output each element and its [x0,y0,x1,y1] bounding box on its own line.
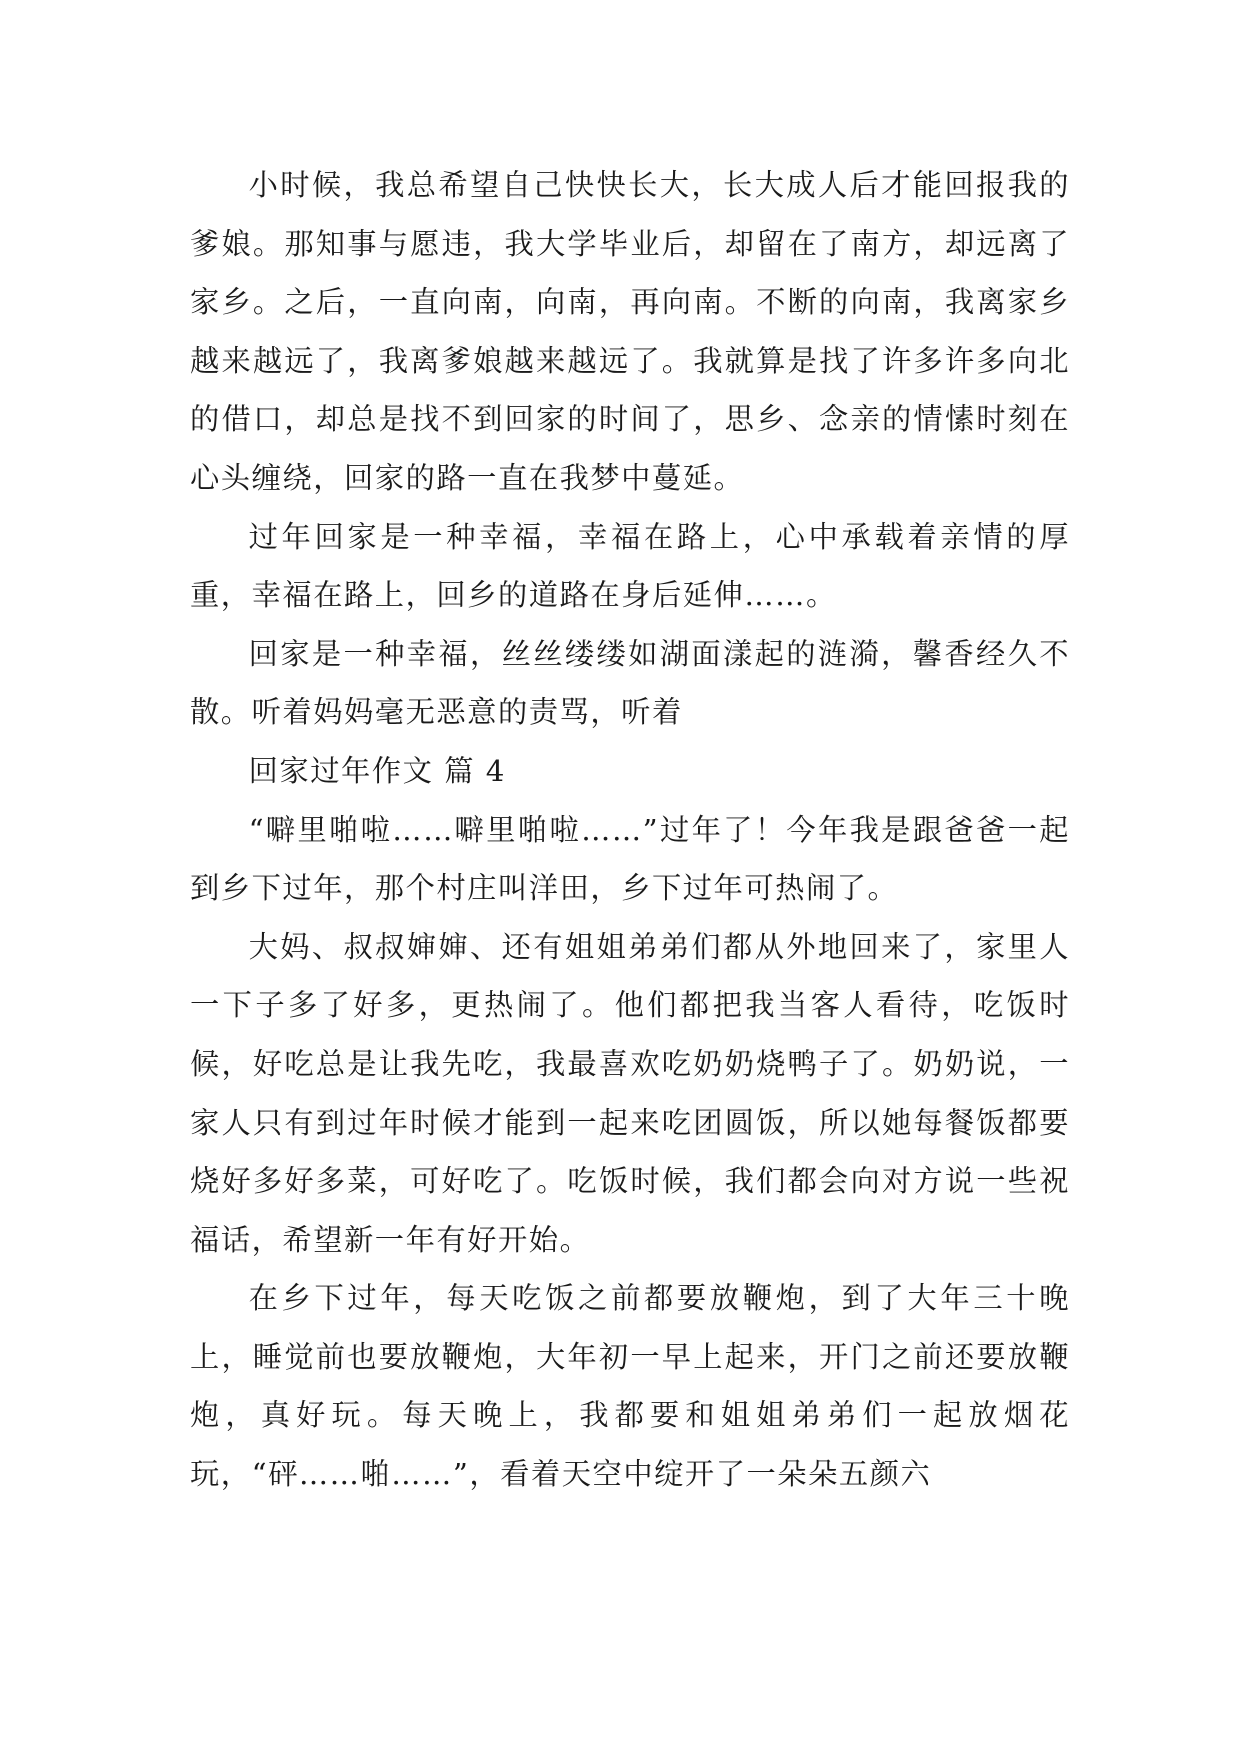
document-body [190,156,1070,1504]
paragraph: 回家是一种幸福，丝丝缕缕如湖面漾起的涟漪，馨香经久不散。听着妈妈毫无恶意的责骂，听着 [190,636,1070,730]
section-heading: 回家过年作文 篇 4 [248,753,506,788]
paragraph: “噼里啪啦……噼里啪啦……”过年了！今年我是跟爸爸一起到乡下过年，那个村庄叫洋田，乡下过年可热闹了。 [190,812,1070,906]
paragraph: 在乡下过年，每天吃饭之前都要放鞭炮，到了大年三十晚上，睡觉前也要放鞭炮，大年初一早上起来，开门之前还要放鞭炮，真好玩。每天晚上，我都要和姐姐弟弟们一起放烟花玩，“砰……啪……”，看着天空中绽开了一朵朵五颜六 [190,1281,1070,1492]
paragraph: 大妈、叔叔婶婶、还有姐姐弟弟们都从外地回来了，家里人一下子多了好多，更热闹了。他们都把我当客人看待，吃饭时候，好吃总是让我先吃，我最喜欢吃奶奶烧鸭子了。奶奶说，一家人只有到过年时候才能到一起来吃团圆饭，所以她每餐饭都要烧好多好多菜，可好吃了。吃饭时候，我们都会向对方说一些祝福话，希望新一年有好开始。 [190,929,1070,1257]
paragraph: 小时候，我总希望自己快快长大，长大成人后才能回报我的爹娘。那知事与愿违，我大学毕业后，却留在了南方，却远离了家乡。之后，一直向南，向南，再向南。不断的向南，我离家乡越来越远了，我离爹娘越来越远了。我就算是找了许多许多向北的借口，却总是找不到回家的时间了，思乡、念亲的情愫时刻在心头缠绕，回家的路一直在我梦中蔓延。 [190,168,1070,495]
paragraph: 过年回家是一种幸福，幸福在路上，心中承载着亲情的厚重，幸福在路上，回乡的道路在身后延伸……。 [190,519,1070,613]
